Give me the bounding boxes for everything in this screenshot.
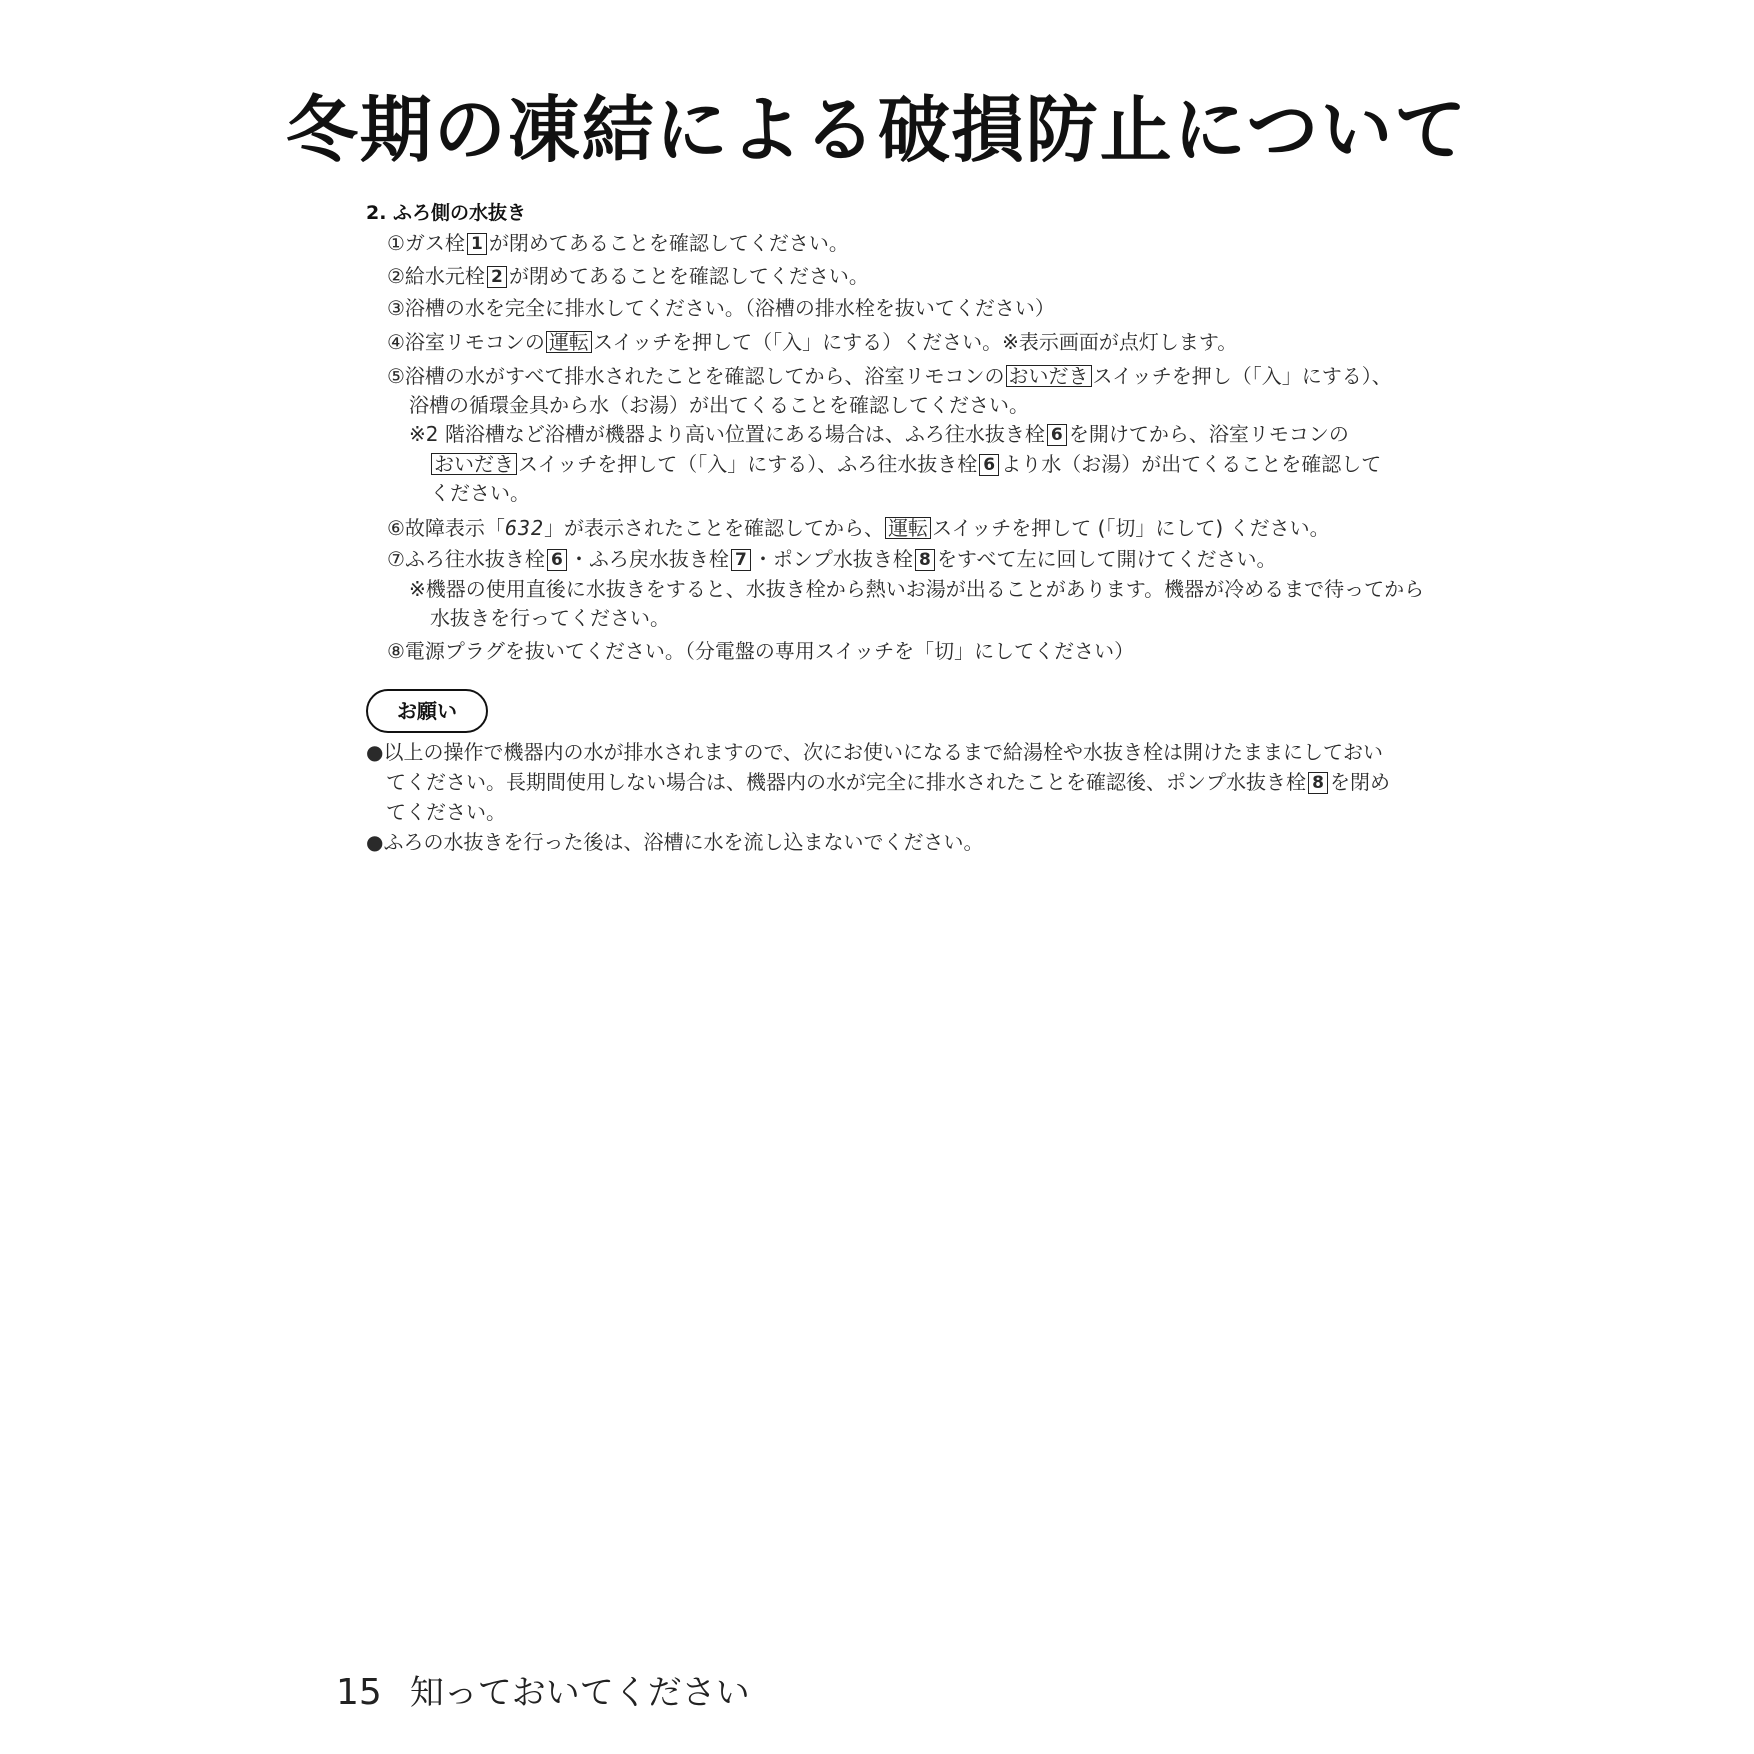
step-7: ⑦ふろ往水抜き栓 6 ・ふろ戻水抜き栓 7 ・ポンプ水抜き栓 8 をすべて左に回して開けてください。 [387, 547, 1277, 571]
error-code-display: 632 [504, 516, 545, 540]
run-switch-label: 運転 [546, 331, 592, 353]
step-5-note-continued: おいだき スイッチを押して（「入」にする）、ふろ往水抜き栓 6 より水（お湯）が出てくることを確認して [430, 450, 1381, 478]
step-2: ②給水元栓 2 が閉めてあることを確認してください。 [387, 264, 869, 288]
run-switch-label: 運転 [885, 517, 931, 539]
page-number: 15 [336, 1672, 382, 1713]
valve-number-badge: 2 [487, 266, 507, 288]
request-bullet-1-end: てください。 [386, 800, 506, 824]
step-6: ⑥故障表示「632」が表示されたことを確認してから、 運転 スイッチを押して (「切」にして) ください。 [387, 516, 1330, 540]
valve-number-badge: 8 [1308, 772, 1328, 794]
request-bullet-2: ●ふろの水抜きを行った後は、浴槽に水を流し込まないでください。 [366, 830, 984, 854]
request-bullet-1: ●以上の操作で機器内の水が排水されますので、次にお使いになるまで給湯栓や水抜き栓は開けたままにしておい [366, 740, 1384, 764]
step-5-note: ※2 階浴槽など浴槽が機器より高い位置にある場合は、ふろ往水抜き栓 6 を開けてから、浴室リモコンの [409, 422, 1349, 446]
request-label: お願い [366, 689, 488, 733]
reheat-switch-label: おいだき [431, 453, 517, 475]
step-5-note-end: ください。 [430, 481, 530, 505]
valve-number-badge: 6 [979, 454, 999, 476]
valve-number-badge: 7 [731, 549, 751, 571]
step-8: ⑧電源プラグを抜いてください。（分電盤の専用スイッチを「切」にしてください） [387, 639, 1135, 663]
page-title: 冬期の凍結による破損防止について [285, 88, 1469, 172]
section-heading: 2. ふろ側の水抜き [366, 202, 527, 224]
request-bullet-1-continued: てください。長期間使用しない場合は、機器内の水が完全に排水されたことを確認後、ポンプ水抜き栓 8 を閉め [386, 770, 1390, 794]
step-7-note: ※機器の使用直後に水抜きをすると、水抜き栓から熱いお湯が出ることがあります。機器が冷めるまで待ってから [409, 577, 1425, 601]
step-5: ⑤浴槽の水がすべて排水されたことを確認してから、浴室リモコンの おいだき スイッチを押し（「入」にする）、 [387, 364, 1392, 388]
step-3: ③浴槽の水を完全に排水してください。（浴槽の排水栓を抜いてください） [387, 296, 1055, 320]
step-7-note-continued: 水抜きを行ってください。 [430, 606, 670, 630]
step-5-continued: 浴槽の循環金具から水（お湯）が出てくることを確認してください。 [409, 393, 1029, 417]
valve-number-badge: 6 [547, 549, 567, 571]
valve-number-badge: 6 [1047, 424, 1067, 446]
footer-section-title: 知っておいてください [409, 1673, 750, 1713]
valve-number-badge: 1 [467, 233, 487, 255]
valve-number-badge: 8 [915, 549, 935, 571]
reheat-switch-label: おいだき [1006, 365, 1092, 387]
step-1: ①ガス栓 1 が閉めてあることを確認してください。 [387, 231, 849, 255]
step-4: ④浴室リモコンの 運転 スイッチを押して（「入」にする）ください。※表示画面が点灯します。 [387, 330, 1238, 354]
page-footer [336, 1665, 750, 1714]
